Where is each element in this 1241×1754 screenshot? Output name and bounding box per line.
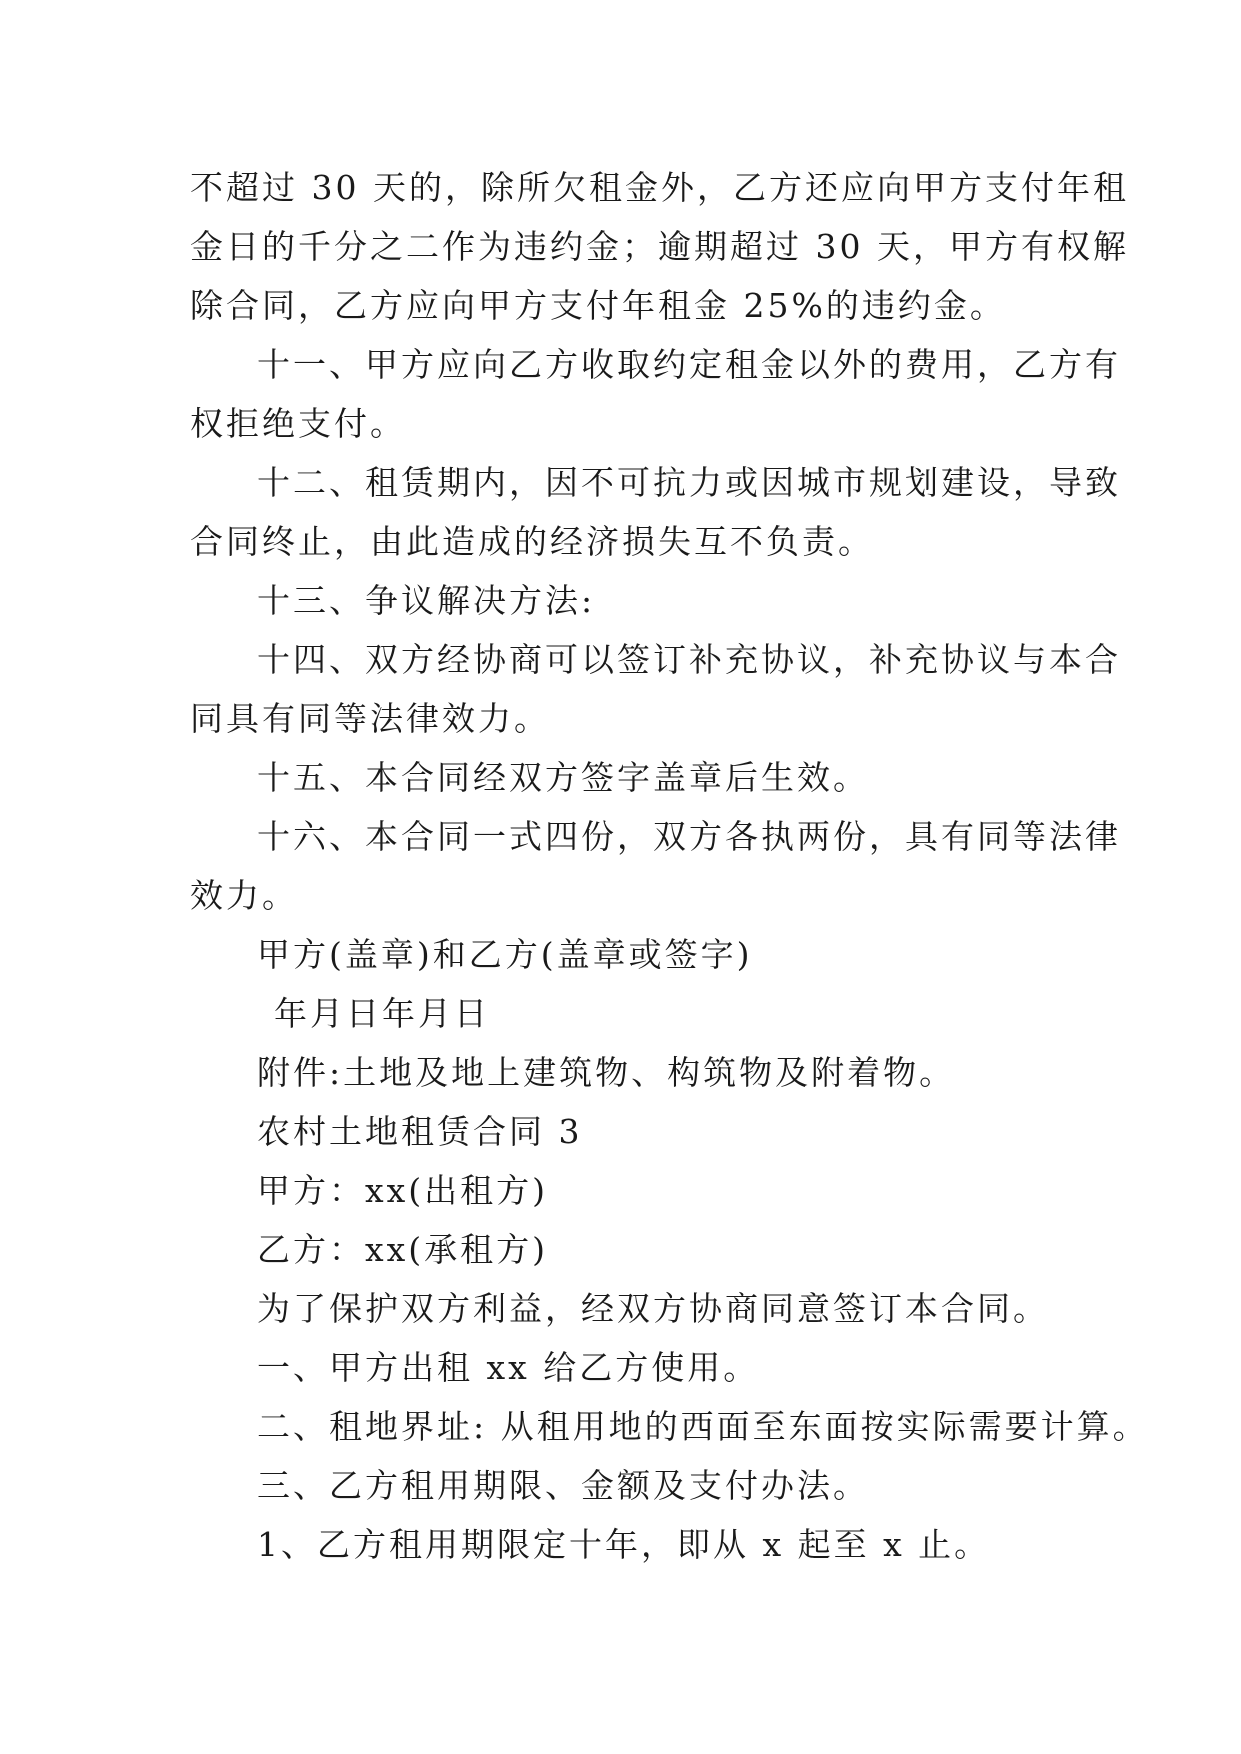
text-line: 权拒绝支付。	[190, 404, 406, 443]
attachment-note: 附件:土地及地上建筑物、构筑物及附着物。	[257, 1053, 956, 1092]
clause-11: 十一、甲方应向乙方收取约定租金以外的费用，乙方有	[257, 345, 1121, 384]
clause-16: 十六、本合同一式四份，双方各执两份，具有同等法律	[257, 817, 1121, 856]
text-line: 金日的千分之二作为违约金；逾期超过 30 天，甲方有权解	[190, 227, 1129, 266]
signature-parties: 甲方(盖章)和乙方(盖章或签字)	[257, 935, 753, 974]
text-line: 效力。	[190, 876, 298, 915]
clause-15: 十五、本合同经双方签字盖章后生效。	[257, 758, 869, 797]
text-line: 除合同，乙方应向甲方支付年租金 25%的违约金。	[190, 286, 1006, 325]
clause-14: 十四、双方经协商可以签订补充协议，补充协议与本合	[257, 640, 1121, 679]
clause-13: 十三、争议解决方法:	[257, 581, 596, 620]
clause-12: 十二、租赁期内，因不可抗力或因城市规划建设，导致	[257, 463, 1121, 502]
preamble: 为了保护双方利益，经双方协商同意签订本合同。	[257, 1289, 1049, 1328]
signature-dates: 年月日年月日	[274, 994, 490, 1033]
section-title: 农村土地租赁合同 3	[257, 1112, 583, 1151]
document-body	[190, 158, 1149, 1574]
text-line: 不超过 30 天的，除所欠租金外，乙方还应向甲方支付年租	[190, 168, 1129, 207]
clause-1: 一、甲方出租 xx 给乙方使用。	[257, 1348, 760, 1387]
clause-3: 三、乙方租用期限、金额及支付办法。	[257, 1466, 869, 1505]
clause-3-1: 1、乙方租用期限定十年，即从 x 起至 x 止。	[257, 1525, 991, 1564]
text-line: 同具有同等法律效力。	[190, 699, 550, 738]
party-b: 乙方：xx(承租方)	[257, 1230, 548, 1269]
clause-2: 二、租地界址: 从租用地的西面至东面按实际需要计算。	[257, 1407, 1149, 1446]
party-a: 甲方：xx(出租方)	[257, 1171, 548, 1210]
text-line: 合同终止，由此造成的经济损失互不负责。	[190, 522, 874, 561]
